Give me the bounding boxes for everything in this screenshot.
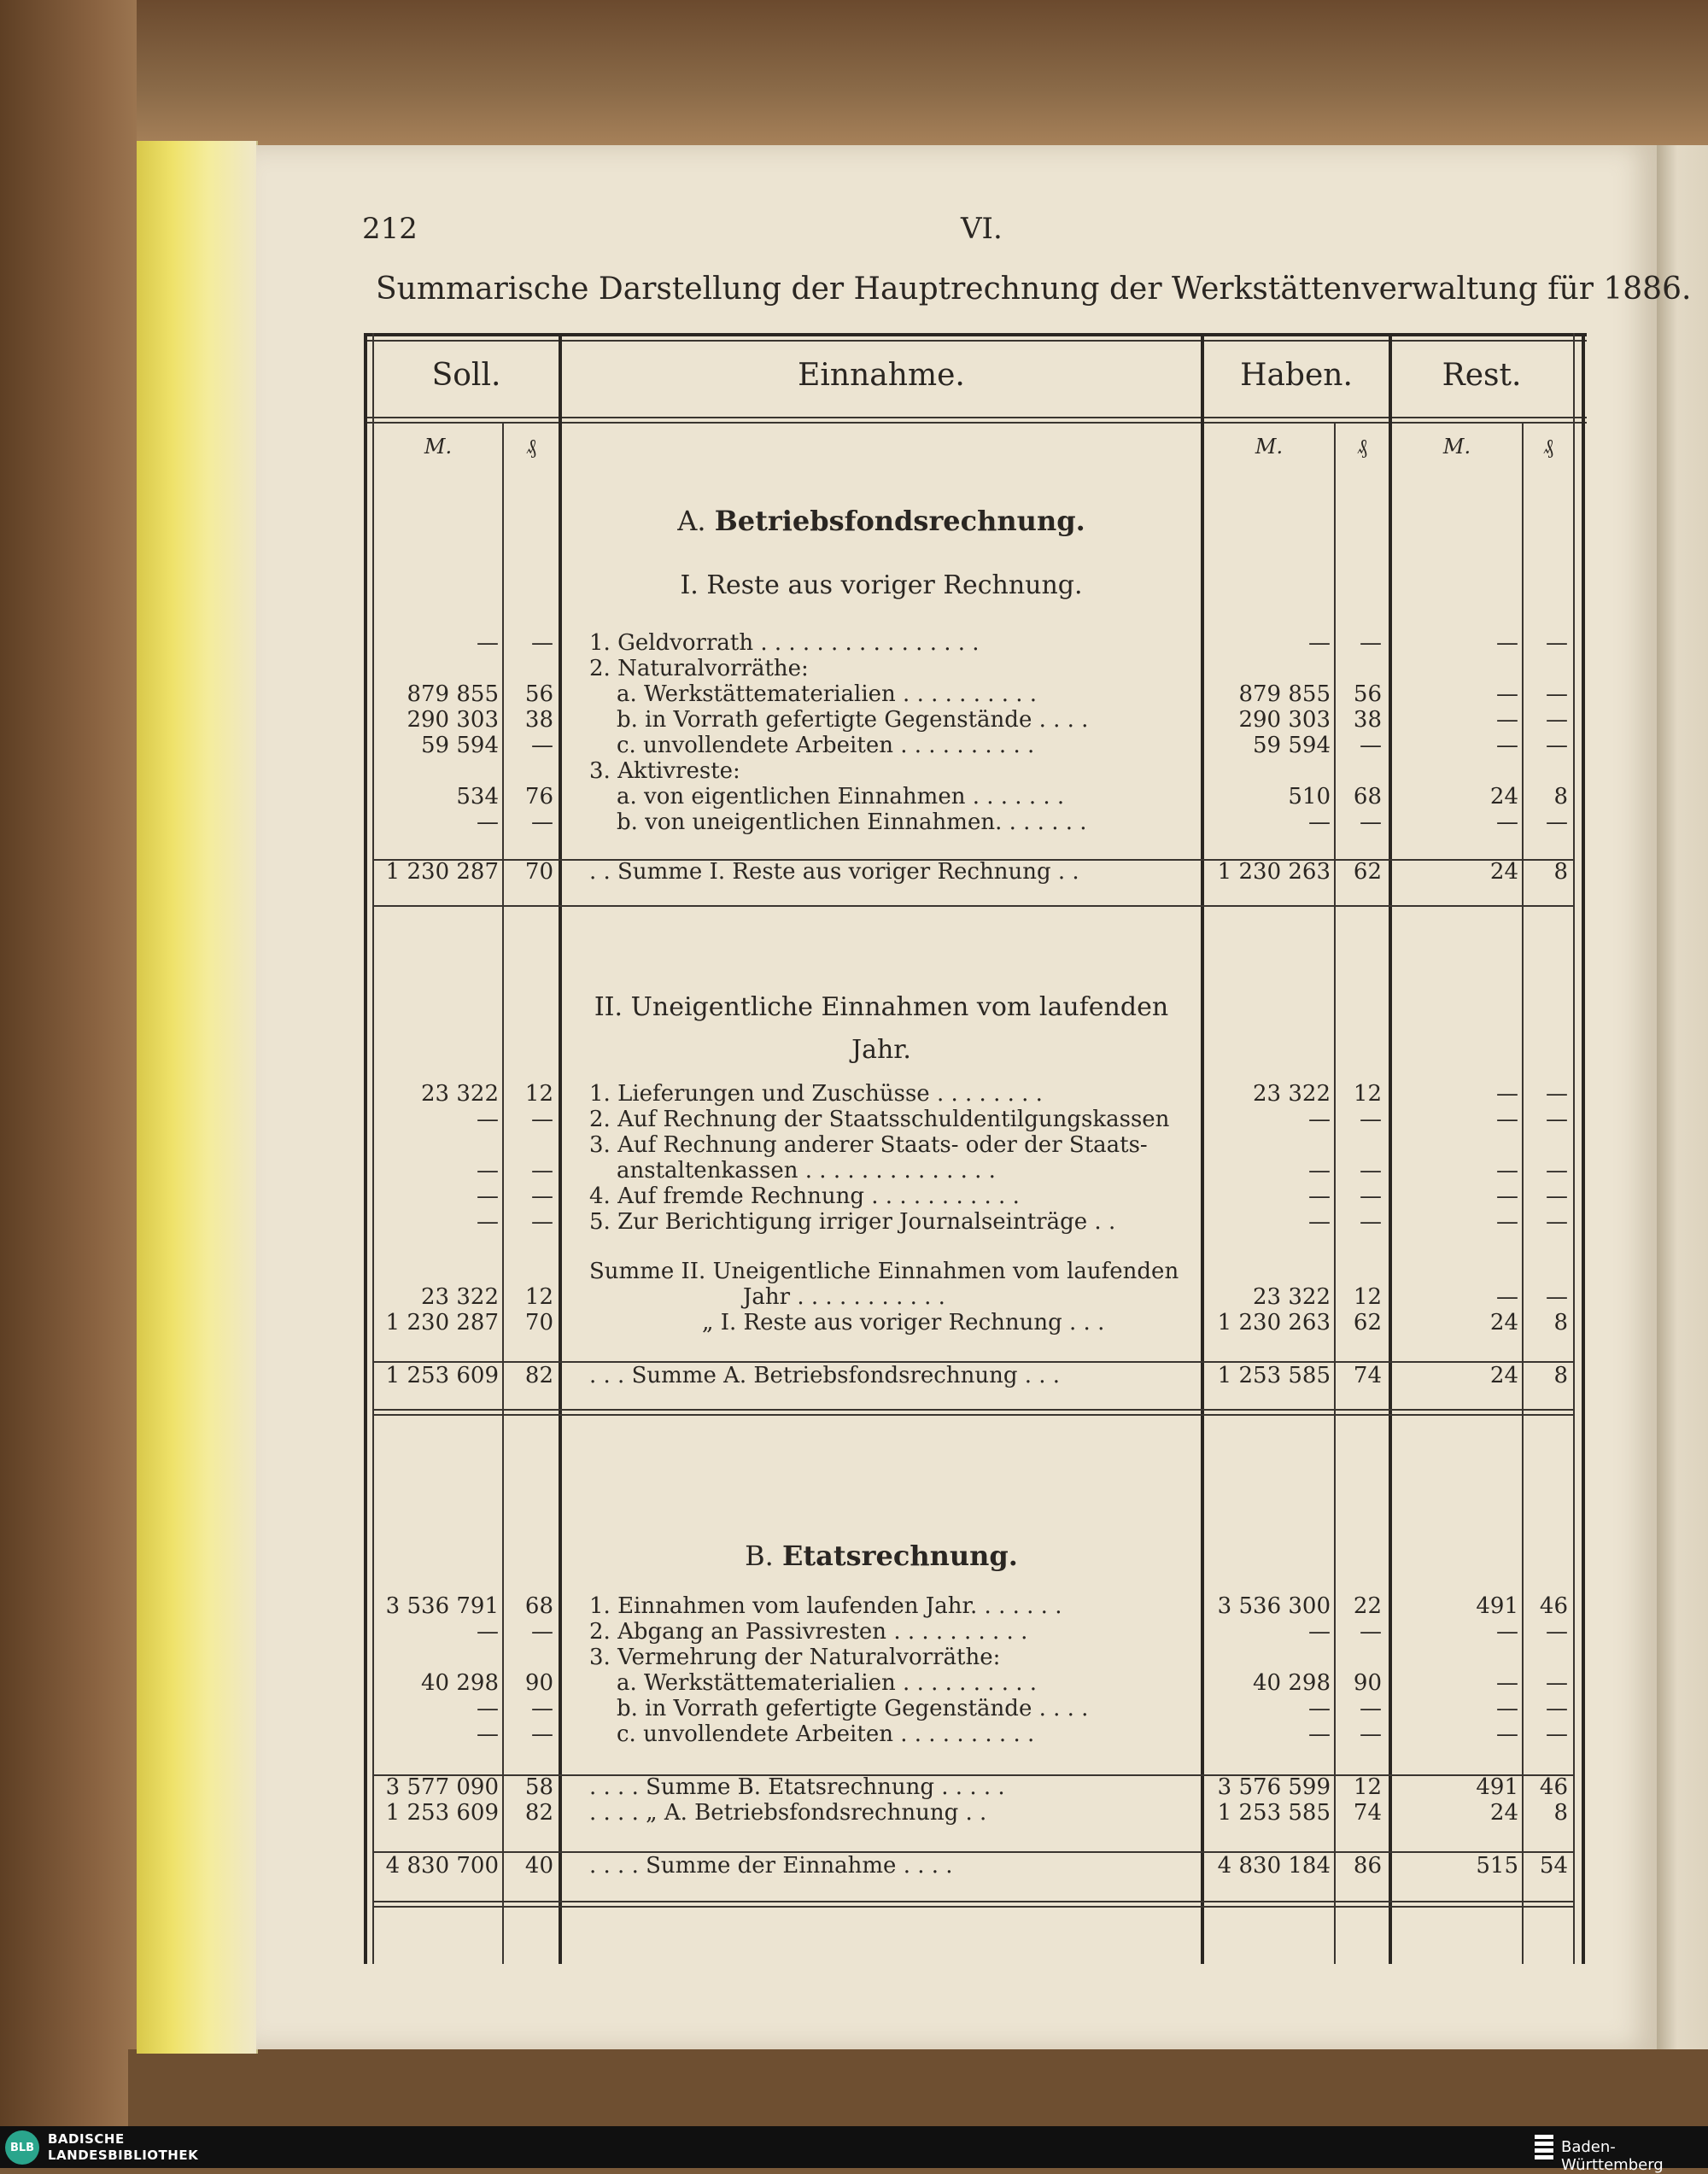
haben-pfennig-cell: 90 xyxy=(1353,1670,1382,1696)
baden-wuerttemberg-lion-icon xyxy=(1533,2133,1555,2162)
table-top-rule xyxy=(366,333,1587,336)
rest-mark-cell: 24 xyxy=(1489,1800,1518,1826)
unit-mark-rest: M. xyxy=(1442,435,1471,459)
soll-mark-cell: 40 298 xyxy=(421,1670,499,1696)
soll-mark-cell: 1 253 609 xyxy=(385,1363,499,1388)
row-label: b. in Vorrath gefertigte Gegenstände . . . . xyxy=(617,1696,1089,1721)
rest-pfennig-cell: 8 xyxy=(1553,1363,1568,1388)
haben-mark-cell: 879 855 xyxy=(1238,681,1331,707)
haben-mark-cell: — xyxy=(1308,1619,1331,1645)
section-a-prefix: A. xyxy=(677,505,706,537)
soll-mark-cell: 23 322 xyxy=(421,1081,499,1107)
row-label: . . . . Summe der Einnahme . . . . xyxy=(589,1853,953,1879)
soll-mark-cell: 1 253 609 xyxy=(385,1800,499,1826)
row-label: 1. Einnahmen vom laufenden Jahr. . . . . . . xyxy=(589,1593,1062,1619)
rest-mark-cell: — xyxy=(1496,630,1518,656)
row-label: 1. Geldvorrath . . . . . . . . . . . . . . . . xyxy=(589,630,980,656)
soll-mark-cell: 1 230 287 xyxy=(385,859,499,885)
soll-pfennig-cell: 58 xyxy=(524,1774,553,1800)
haben-mark-cell: 1 253 585 xyxy=(1217,1800,1331,1826)
rest-pfennig-cell: — xyxy=(1546,1670,1568,1696)
row-label: Summe II. Uneigentliche Einnahmen vom laufenden xyxy=(589,1259,1179,1284)
column-header-einnahme: Einnahme. xyxy=(798,358,965,393)
haben-pfennig-cell: — xyxy=(1360,1721,1382,1747)
rule-after-summe-a-double xyxy=(372,1414,1573,1416)
rule-after-total xyxy=(372,1901,1573,1902)
rest-pfennig-cell: — xyxy=(1546,809,1568,835)
rest-mark-cell: — xyxy=(1496,1107,1518,1132)
section-b-title: Etatsrechnung. xyxy=(781,1540,1018,1572)
unit-pfennig-haben: ₰ xyxy=(1357,435,1367,459)
soll-mark-cell: 59 594 xyxy=(421,733,499,758)
rest-pfennig-cell: — xyxy=(1546,1696,1568,1721)
haben-mark-cell: — xyxy=(1308,1183,1331,1209)
column-header-haben: Haben. xyxy=(1240,358,1353,393)
row-label: a. von eigentlichen Einnahmen . . . . . . . xyxy=(617,784,1065,809)
unit-pfennig-rest: ₰ xyxy=(1543,435,1553,459)
haben-pfennig-cell: — xyxy=(1360,630,1382,656)
haben-mark-cell: 290 303 xyxy=(1238,707,1331,733)
table-left-border xyxy=(364,333,367,1964)
soll-mark-cell: — xyxy=(477,1721,499,1747)
row-label: . . . . „ A. Betriebsfondsrechnung . . xyxy=(589,1800,987,1826)
soll-mark-cell: 534 xyxy=(456,784,499,809)
rest-pfennig-cell: — xyxy=(1546,1107,1568,1132)
haben-mark-cell: 23 322 xyxy=(1253,1284,1331,1310)
soll-mark-cell: 23 322 xyxy=(421,1284,499,1310)
rest-mark-cell: — xyxy=(1496,733,1518,758)
row-label: Jahr . . . . . . . . . . . xyxy=(743,1284,945,1310)
soll-pfennig-cell: — xyxy=(531,1158,553,1183)
haben-mark-cell: 40 298 xyxy=(1253,1670,1331,1696)
haben-pfennig-cell: — xyxy=(1360,1696,1382,1721)
rest-pfennig-cell: — xyxy=(1546,1081,1568,1107)
haben-pfennig-cell: — xyxy=(1360,1209,1382,1235)
soll-pfennig-cell: 82 xyxy=(524,1800,553,1826)
soll-text-divider xyxy=(559,333,562,1964)
haben-pfennig-cell: — xyxy=(1360,1107,1382,1132)
soll-pfennig-cell: 68 xyxy=(524,1593,553,1619)
soll-mark-cell: 879 855 xyxy=(407,681,499,707)
rest-mark-cell: — xyxy=(1496,1721,1518,1747)
rest-mark-cell: — xyxy=(1496,1670,1518,1696)
rest-mark-cell: — xyxy=(1496,1209,1518,1235)
header-bottom-rule-inner xyxy=(366,422,1587,424)
rest-mark-cell: — xyxy=(1496,1081,1518,1107)
section-a-title: Betriebsfondsrechnung. xyxy=(714,505,1085,537)
soll-pfennig-cell: — xyxy=(531,1183,553,1209)
soll-pfennig-cell: 90 xyxy=(524,1670,553,1696)
haben-pfennig-cell: — xyxy=(1360,1158,1382,1183)
rule-after-summe-a xyxy=(372,1409,1573,1411)
soll-mark-cell: — xyxy=(477,1107,499,1132)
row-label: a. Werkstättematerialien . . . . . . . . . . xyxy=(617,1670,1038,1696)
row-label: b. in Vorrath gefertigte Gegenstände . . . . xyxy=(617,707,1089,733)
library-name-line2: LANDESBIBLIOTHEK xyxy=(48,2148,199,2163)
rest-pfennig-cell: 46 xyxy=(1539,1593,1568,1619)
state-name: Baden-Württemberg xyxy=(1561,2138,1664,2174)
soll-pfennig-cell: — xyxy=(531,1619,553,1645)
rule-after-total-double xyxy=(372,1906,1573,1908)
rest-pfennig-cell: 54 xyxy=(1539,1853,1568,1879)
rest-pfennig-cell: — xyxy=(1546,1619,1568,1645)
soll-mark-cell: 1 230 287 xyxy=(385,1310,499,1335)
row-label: 3. Vermehrung der Naturalvorräthe: xyxy=(589,1645,1001,1670)
section-b-heading xyxy=(564,1539,1199,1573)
soll-pfennig-cell: — xyxy=(531,733,553,758)
haben-pfennig-cell: 86 xyxy=(1353,1853,1382,1879)
haben-mark-cell: 3 576 599 xyxy=(1217,1774,1331,1800)
haben-pfennig-cell: 74 xyxy=(1353,1363,1382,1388)
blb-logo: BLB xyxy=(5,2130,39,2165)
soll-mark-cell: 3 536 791 xyxy=(385,1593,499,1619)
haben-pfennig-cell: 12 xyxy=(1353,1284,1382,1310)
unit-mark-soll: M. xyxy=(424,435,453,459)
row-label: 3. Auf Rechnung anderer Staats- oder der Staats- xyxy=(589,1132,1148,1158)
soll-pfennig-cell: 12 xyxy=(524,1284,553,1310)
haben-mark-cell: 1 230 263 xyxy=(1217,1310,1331,1335)
haben-pfennig-cell: 68 xyxy=(1353,784,1382,809)
haben-mark-cell: 59 594 xyxy=(1253,733,1331,758)
haben-pfennig-cell: — xyxy=(1360,733,1382,758)
soll-pfennig-cell: — xyxy=(531,1107,553,1132)
rest-pfennig-cell: 8 xyxy=(1553,1310,1568,1335)
row-label: 2. Abgang an Passivresten . . . . . . . . . . xyxy=(589,1619,1028,1645)
haben-pfennig-cell: 38 xyxy=(1353,707,1382,733)
table-right-border-inner xyxy=(1573,333,1575,1964)
table-top-rule-inner xyxy=(366,340,1587,342)
rest-mark-cell: 24 xyxy=(1489,1363,1518,1388)
soll-mark-cell: — xyxy=(477,1183,499,1209)
row-label: a. Werkstättematerialien . . . . . . . . . . xyxy=(617,681,1038,707)
rest-mark-cell: 491 xyxy=(1476,1593,1518,1619)
row-label: 3. Aktivreste: xyxy=(589,758,740,784)
haben-pfennig-cell: — xyxy=(1360,809,1382,835)
row-label: „ I. Reste aus voriger Rechnung . . . xyxy=(702,1310,1105,1335)
row-label: . . . Summe A. Betriebsfondsrechnung . . . xyxy=(589,1363,1061,1388)
haben-mark-cell: 23 322 xyxy=(1253,1081,1331,1107)
rest-pfennig-cell: — xyxy=(1546,630,1568,656)
rest-mark-cell: — xyxy=(1496,1158,1518,1183)
subsection-uneigentlich-heading-1: II. Uneigentliche Einnahmen vom laufenden xyxy=(594,992,1169,1022)
row-label: c. unvollendete Arbeiten . . . . . . . . . . xyxy=(617,1721,1035,1747)
haben-mark-cell: — xyxy=(1308,1107,1331,1132)
rest-mark-cell: 515 xyxy=(1476,1853,1518,1879)
rest-mark-cell: 24 xyxy=(1489,784,1518,809)
soll-pfennig-cell: 82 xyxy=(524,1363,553,1388)
soll-mark-cell: — xyxy=(477,1619,499,1645)
document-title: Summarische Darstellung der Hauptrechnung der Werkstättenverwaltung für 1886. xyxy=(376,272,1692,307)
haben-pfennig-cell: 74 xyxy=(1353,1800,1382,1826)
soll-mark-cell: — xyxy=(477,1696,499,1721)
haben-pfennig-cell: 12 xyxy=(1353,1774,1382,1800)
soll-mark-cell: — xyxy=(477,1158,499,1183)
row-label: 5. Zur Berichtigung irriger Journalseinträge . . xyxy=(589,1209,1116,1235)
section-b-prefix: B. xyxy=(745,1540,774,1572)
row-label: 1. Lieferungen und Zuschüsse . . . . . . . . xyxy=(589,1081,1043,1107)
rest-pfennig-cell: 8 xyxy=(1553,859,1568,885)
column-header-soll: Soll. xyxy=(431,358,501,393)
soll-pfennig-cell: 70 xyxy=(524,1310,553,1335)
rest-pfennig-cell: — xyxy=(1546,681,1568,707)
rest-mark-cell: — xyxy=(1496,707,1518,733)
haben-pfennig-cell: 12 xyxy=(1353,1081,1382,1107)
soll-pfennig-cell: — xyxy=(531,1209,553,1235)
soll-mark-cell: — xyxy=(477,630,499,656)
soll-pfennig-cell: 56 xyxy=(524,681,553,707)
haben-mark-cell: 4 830 184 xyxy=(1217,1853,1331,1879)
row-label: . . . . Summe B. Etatsrechnung . . . . . xyxy=(589,1774,1005,1800)
unit-pfennig-soll: ₰ xyxy=(526,435,536,459)
subsection-uneigentlich-heading-2: Jahr. xyxy=(851,1035,911,1065)
header-bottom-rule xyxy=(366,417,1587,418)
haben-mark-cell: — xyxy=(1308,1696,1331,1721)
haben-mark-cell: 1 253 585 xyxy=(1217,1363,1331,1388)
soll-pfennig-cell: 12 xyxy=(524,1081,553,1107)
haben-mark-cell: — xyxy=(1308,630,1331,656)
section-number: VI. xyxy=(961,212,1003,246)
soll-pfennig-cell: 38 xyxy=(524,707,553,733)
haben-pfennig-cell: — xyxy=(1360,1619,1382,1645)
rest-mark-cell: 491 xyxy=(1476,1774,1518,1800)
rest-pfennig-cell: — xyxy=(1546,1721,1568,1747)
unit-mark-haben: M. xyxy=(1255,435,1284,459)
soll-mark-cell: 4 830 700 xyxy=(385,1853,499,1879)
haben-mark-cell: 1 230 263 xyxy=(1217,859,1331,885)
soll-mark-cell: 290 303 xyxy=(407,707,499,733)
soll-pfennig-cell: — xyxy=(531,1696,553,1721)
page-number: 212 xyxy=(362,212,418,246)
rest-pfennig-cell: 8 xyxy=(1553,784,1568,809)
rest-pfennig-cell: — xyxy=(1546,1209,1568,1235)
haben-pfennig-cell: 62 xyxy=(1353,859,1382,885)
rest-pfennig-cell: 46 xyxy=(1539,1774,1568,1800)
rest-mark-cell: — xyxy=(1496,1183,1518,1209)
row-label: 4. Auf fremde Rechnung . . . . . . . . . . . xyxy=(589,1183,1020,1209)
haben-mark-cell: 3 536 300 xyxy=(1217,1593,1331,1619)
table-right-border xyxy=(1582,333,1585,1964)
rest-mark-cell: — xyxy=(1496,1284,1518,1310)
haben-pfennig-cell: 56 xyxy=(1353,681,1382,707)
haben-pfennig-cell: — xyxy=(1360,1183,1382,1209)
haben-mark-cell: — xyxy=(1308,1158,1331,1183)
soll-pfennig-cell: 40 xyxy=(524,1853,553,1879)
haben-mark-cell: — xyxy=(1308,1209,1331,1235)
column-header-rest: Rest. xyxy=(1442,358,1522,393)
rest-mark-cell: — xyxy=(1496,809,1518,835)
soll-pfennig-cell: — xyxy=(531,809,553,835)
row-label: 2. Auf Rechnung der Staatsschuldentilgungskassen xyxy=(589,1107,1170,1132)
rest-pfennig-cell: — xyxy=(1546,1284,1568,1310)
soll-pfennig-cell: 70 xyxy=(524,859,553,885)
subsection-reste-heading: I. Reste aus voriger Rechnung. xyxy=(680,570,1083,600)
row-label: b. von uneigentlichen Einnahmen. . . . . . . xyxy=(617,809,1087,835)
row-label: c. unvollendete Arbeiten . . . . . . . . . . xyxy=(617,733,1035,758)
haben-mark-cell: 510 xyxy=(1288,784,1331,809)
soll-mark-cell: 3 577 090 xyxy=(385,1774,499,1800)
footer-bar xyxy=(0,2126,1708,2174)
soll-pfennig-cell: — xyxy=(531,1721,553,1747)
soll-mark-cell: — xyxy=(477,809,499,835)
rest-pfennig-cell: — xyxy=(1546,733,1568,758)
haben-pfennig-cell: 62 xyxy=(1353,1310,1382,1335)
section-a-heading xyxy=(564,504,1199,538)
row-label: anstaltenkassen . . . . . . . . . . . . . . xyxy=(617,1158,996,1183)
row-label: . . Summe I. Reste aus voriger Rechnung . . xyxy=(589,859,1079,885)
rest-mark-cell: 24 xyxy=(1489,859,1518,885)
library-name-line1: BADISCHE xyxy=(48,2131,125,2147)
haben-mark-cell: — xyxy=(1308,809,1331,835)
rule-after-summe-i xyxy=(372,905,1573,907)
row-label: 2. Naturalvorräthe: xyxy=(589,656,809,681)
rest-pfennig-cell: — xyxy=(1546,1158,1568,1183)
rest-pfennig-cell: — xyxy=(1546,707,1568,733)
soll-pfennig-cell: 76 xyxy=(524,784,553,809)
soll-pfennig-cell: — xyxy=(531,630,553,656)
soll-mark-cell: — xyxy=(477,1209,499,1235)
rest-pfennig-cell: — xyxy=(1546,1183,1568,1209)
rest-mark-cell: — xyxy=(1496,681,1518,707)
rest-mark-cell: — xyxy=(1496,1696,1518,1721)
rest-mark-cell: — xyxy=(1496,1619,1518,1645)
haben-pfennig-cell: 22 xyxy=(1353,1593,1382,1619)
rest-mark-cell: 24 xyxy=(1489,1310,1518,1335)
haben-mark-cell: — xyxy=(1308,1721,1331,1747)
rest-pfennig-cell: 8 xyxy=(1553,1800,1568,1826)
